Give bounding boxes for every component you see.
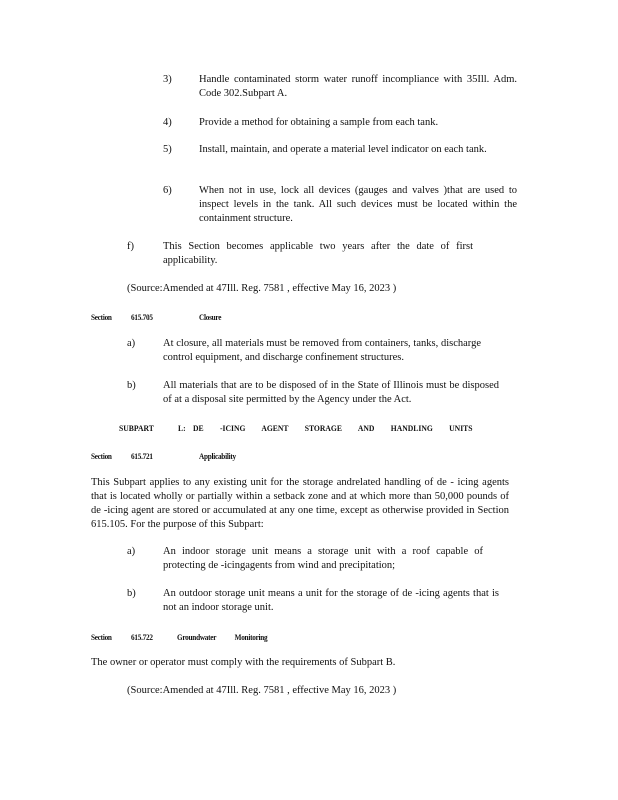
item-3-number: 3) xyxy=(163,74,172,85)
item-f-text: This Section becomes applicable two years after the date of first applicability. xyxy=(163,241,473,266)
item-f-number: f) xyxy=(127,241,134,252)
item-4-text: Provide a method for obtaining a sample from each tank. xyxy=(199,117,439,128)
definition-a-number: a) xyxy=(127,546,136,557)
definition-b-number: b) xyxy=(127,588,136,599)
section-title-722: Groundwater Monitoring xyxy=(177,632,268,642)
closure-item-a-number: a) xyxy=(127,338,136,349)
section-label-721: Section xyxy=(91,451,112,461)
closure-item-b-number: b) xyxy=(127,380,136,391)
definition-a-text: An indoor storage unit means a storage unit with a roof capable of protecting de -icingagents from wind and precipitation; xyxy=(163,546,483,571)
subpart-title: DE -ICING AGENT STORAGE AND HANDLING UNITS xyxy=(193,423,473,433)
section-number-721: 615.721 xyxy=(131,451,153,461)
subpart-letter: L: xyxy=(178,423,186,433)
subpart-label: SUBPART xyxy=(119,423,154,433)
section-title-721: Applicability xyxy=(199,451,236,461)
groundwater-paragraph: The owner or operator must comply with the requirements of Subpart B. xyxy=(91,657,396,668)
applicability-paragraph: This Subpart applies to any existing unit for the storage andrelated handling of de - icing agents that is located wholly or partially within a setback zone and at which more than 50,000 pounds of de -icing agent are stored or accumulated at any one time, except as otherwise provided in Section 615.105. For the purpose of this Subpart: xyxy=(91,477,509,530)
item-4-number: 4) xyxy=(163,117,172,128)
item-6-number: 6) xyxy=(163,185,172,196)
source-note-2: (Source:Amended at 47Ill. Reg. 7581 , effective May 16, 2023 ) xyxy=(127,685,397,696)
section-title-705: Closure xyxy=(199,312,222,322)
item-5-number: 5) xyxy=(163,144,172,155)
closure-item-b-text: All materials that are to be disposed of in the State of Illinois must be disposed of at a disposal site permitted by the Agency under the Act. xyxy=(163,380,499,405)
source-note-1: (Source:Amended at 47Ill. Reg. 7581 , effective May 16, 2023 ) xyxy=(127,283,397,294)
section-label-705: Section xyxy=(91,312,112,322)
item-5-text: Install, maintain, and operate a material level indicator on each tank. xyxy=(199,144,487,155)
definition-b-text: An outdoor storage unit means a unit for the storage of de -icing agents that is not an indoor storage unit. xyxy=(163,588,499,613)
item-3-text: Handle contaminated storm water runoff incompliance with 35Ill. Adm. Code 302.Subpart A. xyxy=(199,74,517,99)
section-number-705: 615.705 xyxy=(131,312,153,322)
section-label-722: Section xyxy=(91,632,112,642)
closure-item-a-text: At closure, all materials must be removed from containers, tanks, discharge control equipment, and discharge confinement structures. xyxy=(163,338,481,363)
item-6-text: When not in use, lock all devices (gauges and valves )that are used to inspect levels in the tank. All such devices must be located within the containment structure. xyxy=(199,185,517,224)
section-number-722: 615.722 xyxy=(131,632,153,642)
